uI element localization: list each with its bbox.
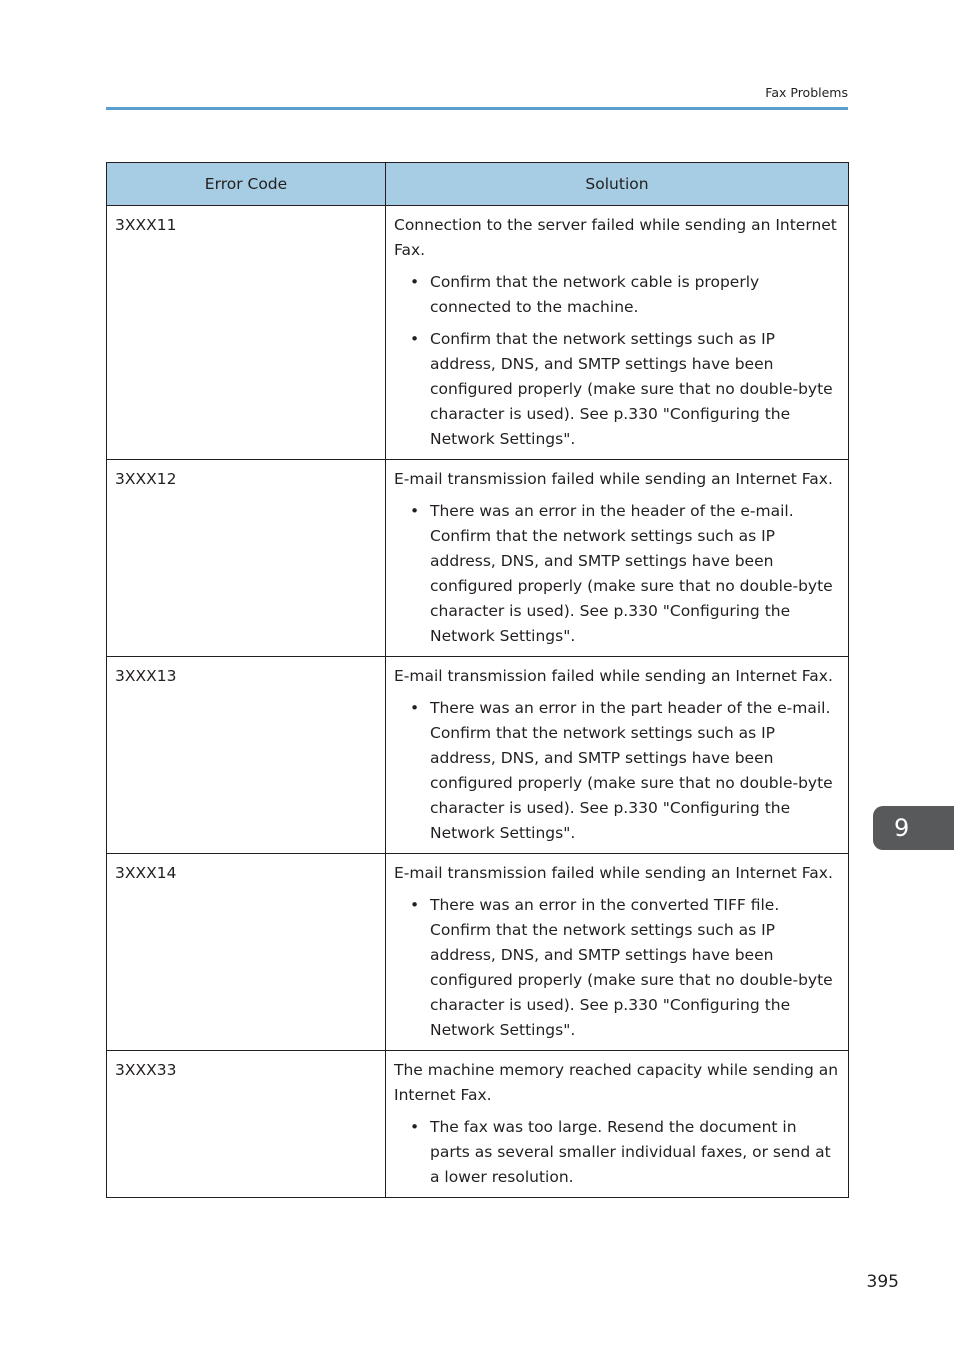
error-code-cell: 3XXX14 xyxy=(107,854,386,1051)
solution-bullet-text: Confirm that the network settings such as IP address, DNS, and SMTP settings have been configured properly (make sure that no double-byte character is used). See p.330 "Configuring the Network Settings". xyxy=(430,330,833,448)
solution-bullet-list xyxy=(394,270,840,452)
bullet-dot-icon: • xyxy=(410,1118,420,1136)
solution-bullet xyxy=(394,327,840,452)
solution-bullet-list xyxy=(394,499,840,649)
bullet-dot-icon: • xyxy=(410,699,420,717)
bullet-dot-icon: • xyxy=(410,502,420,520)
solution-bullet-text: There was an error in the header of the e-mail. Confirm that the network settings such as IP address, DNS, and SMTP settings have been configured properly (make sure that no double-byte character is used). See p.330 "Configuring the Network Settings". xyxy=(430,502,833,645)
table-row xyxy=(107,460,849,657)
table-row xyxy=(107,206,849,460)
solution-cell xyxy=(386,460,849,657)
solution-description: Connection to the server failed while sending an Internet Fax. xyxy=(394,216,837,259)
solution-bullet xyxy=(394,1115,840,1190)
solution-bullet-list xyxy=(394,893,840,1043)
solution-cell xyxy=(386,657,849,854)
solution-description: E-mail transmission failed while sending an Internet Fax. xyxy=(394,667,833,685)
solution-description: E-mail transmission failed while sending an Internet Fax. xyxy=(394,470,833,488)
solution-bullet-list xyxy=(394,1115,840,1190)
solution-bullet xyxy=(394,499,840,649)
solution-cell xyxy=(386,1051,849,1198)
table-header-row xyxy=(107,163,849,206)
solution-bullet xyxy=(394,270,840,320)
header-rule xyxy=(106,107,848,110)
table-row xyxy=(107,1051,849,1198)
solution-description: E-mail transmission failed while sending an Internet Fax. xyxy=(394,864,833,882)
bullet-dot-icon: • xyxy=(410,896,420,914)
bullet-dot-icon: • xyxy=(410,273,420,291)
error-code-table xyxy=(106,162,849,1198)
error-code-cell: 3XXX13 xyxy=(107,657,386,854)
column-header-solution: Solution xyxy=(386,163,849,206)
error-code-cell: 3XXX11 xyxy=(107,206,386,460)
solution-cell xyxy=(386,206,849,460)
solution-description: The machine memory reached capacity while sending an Internet Fax. xyxy=(394,1061,839,1104)
solution-bullet-list xyxy=(394,696,840,846)
bullet-dot-icon: • xyxy=(410,330,420,348)
error-code-cell: 3XXX33 xyxy=(107,1051,386,1198)
solution-bullet xyxy=(394,893,840,1043)
solution-bullet-text: There was an error in the part header of the e-mail. Confirm that the network settings such as IP address, DNS, and SMTP settings have been configured properly (make sure that no double-byte character is used). See p.330 "Configuring the Network Settings". xyxy=(430,699,833,842)
solution-bullet-text: Confirm that the network cable is properly connected to the machine. xyxy=(430,273,760,316)
solution-bullet xyxy=(394,696,840,846)
solution-cell xyxy=(386,854,849,1051)
error-code-cell: 3XXX12 xyxy=(107,460,386,657)
column-header-error-code: Error Code xyxy=(107,163,386,206)
solution-bullet-text: There was an error in the converted TIFF file. Confirm that the network settings such as IP address, DNS, and SMTP settings have been configured properly (make sure that no double-byte character is used). See p.330 "Configuring the Network Settings". xyxy=(430,896,833,1039)
solution-bullet-text: The fax was too large. Resend the document in parts as several smaller individual faxes, or send at a lower resolution. xyxy=(430,1118,831,1186)
chapter-tab: 9 xyxy=(873,806,954,850)
running-head-section-title: Fax Problems xyxy=(765,85,848,100)
table-row xyxy=(107,854,849,1051)
page-number: 395 xyxy=(866,1272,899,1292)
table-row xyxy=(107,657,849,854)
